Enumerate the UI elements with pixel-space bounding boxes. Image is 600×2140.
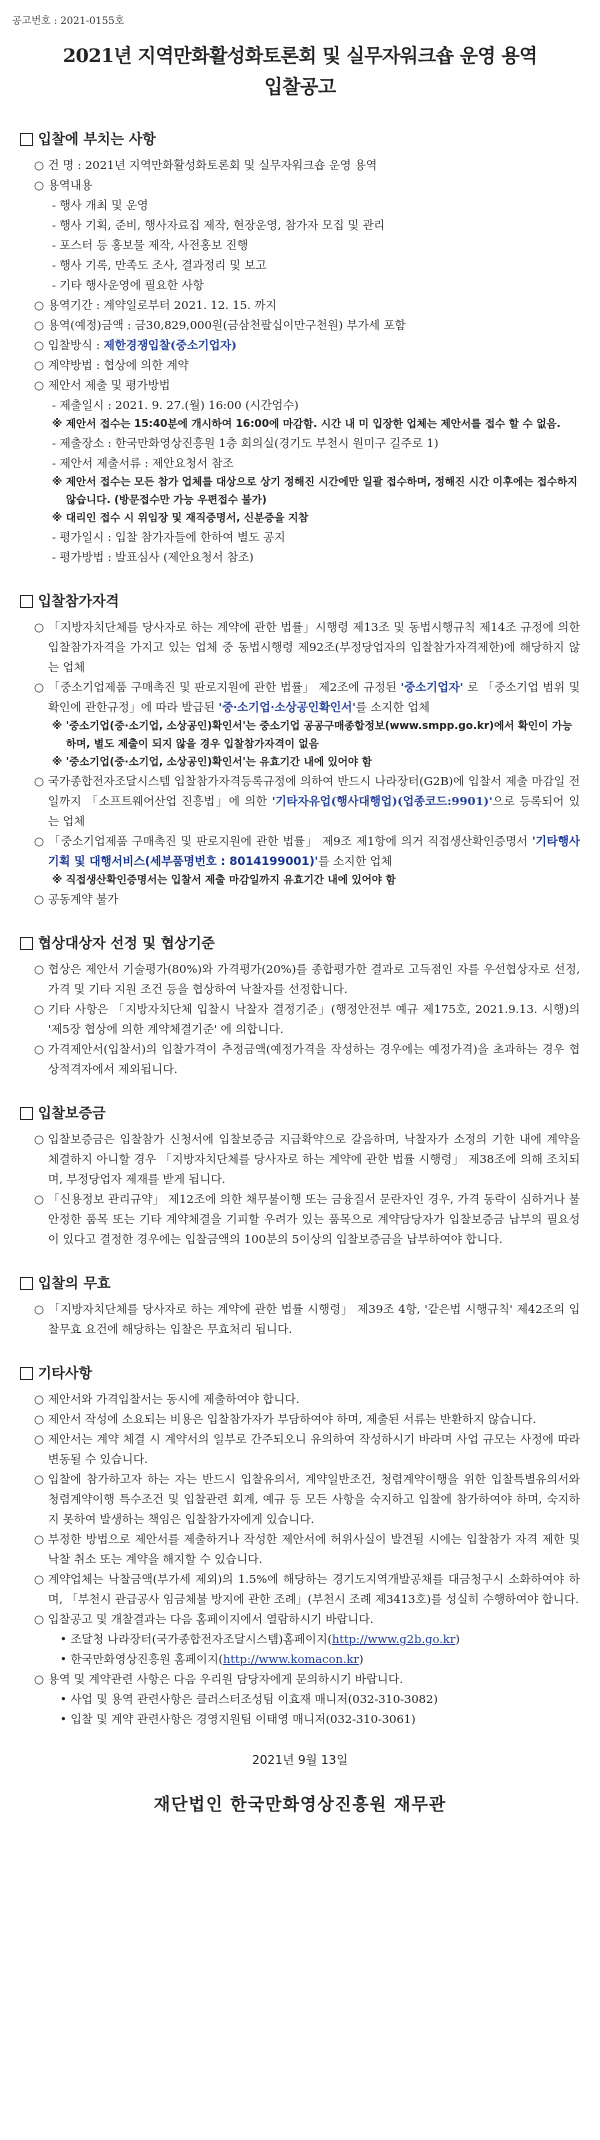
- qualification-item: ○ 「중소기업제품 구매촉진 및 판로지원에 관한 법률」 제9조 제1항에 의거 직접생산확인증명서 '기타행사기획 및 대행서비스(세부품명번호 : 8014199001)'를 소지한 업체: [34, 834, 580, 868]
- eval-method: - 평가방법 : 발표심사 (제안요청서 참조): [52, 550, 254, 564]
- komacon-link[interactable]: http://www.komacon.kr: [223, 1652, 360, 1666]
- content-item: - 포스터 등 홍보물 제작, 사전홍보 진행: [52, 238, 249, 252]
- link-item-komacon: • 한국만화영상진흥원 홈페이지(http://www.komacon.kr): [60, 1652, 364, 1666]
- title-line-1: 2021년 지역만화활성화토론회 및 실무자워크숍 운영 용역: [62, 45, 538, 67]
- notice-number: 공고번호 : 2021-0155호: [12, 16, 125, 27]
- submit-note: ※ 제안서 접수는 15:40분에 개시하여 16:00에 마감함. 시간 내 미 입장한 업체는 제안서를 접수 할 수 없음.: [52, 418, 561, 430]
- section-heading-negotiation: 협상대상자 선정 및 협상기준: [20, 933, 580, 953]
- section-heading-invalid-bid: 입찰의 무효: [20, 1273, 580, 1293]
- other-item: ○ 계약업체는 낙찰금액(부가세 제외)의 1.5%에 해당하는 경기도지역개발공채를 대금청구시 소화하여야 하며, 「부천시 관급공사 임금체불 방지에 관한 조례」(부천시 조례 제3413호)를 성실히 수행하여야 합니다.: [34, 1572, 580, 1606]
- qualification-note: ※ 직접생산확인증명서는 입찰서 제출 마감일까지 유효기간 내에 있어야 함: [52, 874, 396, 886]
- submit-place: - 제출장소 : 한국만화영상진흥원 1층 회의실(경기도 부천시 원미구 길주로 1): [52, 436, 439, 450]
- item-name: ○ 건 명 : 2021년 지역만화활성화토론회 및 실무자워크숍 운영 용역: [34, 158, 378, 172]
- content-item: - 기타 행사운영에 필요한 사항: [52, 278, 204, 292]
- document-title: [20, 41, 580, 103]
- bid-bond-item: ○ 「신용정보 관리규약」 제12조에 의한 채무불이행 또는 금융질서 문란자인 경우, 가격 동락이 심하거나 불안정한 품목 또는 기타 계약체결을 기피할 우려가 있는 품목으로 계약담당자가 입찰보증금 납부의 필요성이 있다고 결정한 경우에는 입찰금액의 100분의 5이상의 입찰보증금을 납부하여야 합니다.: [34, 1192, 580, 1246]
- title-line-2: 입찰공고: [264, 76, 336, 98]
- checkbox-square-icon: [20, 595, 33, 608]
- negotiation-item: ○ 협상은 제안서 기술평가(80%)와 가격평가(20%)를 종합평가한 결과로 고득점인 자를 우선협상자로 선정, 가격 및 기타 지원 조건 등을 협상하여 낙찰자를 선정합니다.: [34, 962, 580, 996]
- bid-bond-item: ○ 입찰보증금은 입찰참가 신청서에 입찰보증금 지급확약으로 갈음하며, 낙찰자가 소정의 기한 내에 계약을 체결하지 아니할 경우 「지방자치단체를 당사자로 하는 계약에 관한 법률 시행령」 제38조에 의해 조치되며, 부정당업자 제재를 받게 됩니다.: [34, 1132, 580, 1186]
- item-period: ○ 용역기간 : 계약일로부터 2021. 12. 15. 까지: [34, 298, 277, 312]
- qualification-item: ○ 「지방자치단체를 당사자로 하는 계약에 관한 법률」시행령 제13조 및 동법시행규칙 제14조 규정에 의한 입찰참가자격을 가지고 있는 업체 중 동법시행령 제92조(부정당업자의 입찰참가자격제한)에 해당하지 않는 업체: [34, 620, 580, 674]
- submit-time: - 제출일시 : 2021. 9. 27.(월) 16:00 (시간엄수): [52, 398, 299, 412]
- other-item: ○ 제안서와 가격입찰서는 동시에 제출하여야 합니다.: [34, 1392, 300, 1406]
- other-item: ○ 입찰공고 및 개찰결과는 다음 홈페이지에서 열람하시기 바랍니다.: [34, 1612, 374, 1626]
- link-item-g2b: • 조달청 나라장터(국가종합전자조달시스템)홈페이지(http://www.g2b.go.kr): [60, 1632, 460, 1646]
- submit-note-2: ※ 제안서 접수는 모든 참가 업체를 대상으로 상기 정해진 시간에만 일괄 접수하며, 정해진 시간 이후에는 접수하지 않습니다. (방문접수만 가능 우편접수 불가): [52, 476, 578, 506]
- eval-time: - 평가일시 : 입찰 참가자들에 한하여 별도 공지: [52, 530, 286, 544]
- other-item: ○ 제안서는 계약 체결 시 계약서의 일부로 간주되오니 유의하여 작성하시기 바라며 사업 규모는 사정에 따라 변동될 수 있습니다.: [34, 1432, 580, 1466]
- qualification-item: ○ 국가종합전자조달시스템 입찰참가자격등록규정에 의하여 반드시 나라장터(G2B)에 입찰서 제출 마감일 전일까지 「소프트웨어산업 진흥법」에 의한 '기타자유업(행사대행업)(업종코드:9901)'으로 등록되어 있는 업체: [34, 774, 580, 828]
- checkbox-square-icon: [20, 133, 33, 146]
- qualification-note: ※ '중소기업(중·소기업, 소상공인)확인서'는 유효기간 내에 있어야 함: [52, 756, 372, 768]
- section-heading-other: 기타사항: [20, 1363, 580, 1383]
- item-proposal: ○ 제안서 제출 및 평가방법: [34, 378, 171, 392]
- content-item: - 행사 기획, 준비, 행사자료집 제작, 현장운영, 참가자 모집 및 관리: [52, 218, 385, 232]
- content-item: - 행사 개최 및 운영: [52, 198, 149, 212]
- checkbox-square-icon: [20, 1277, 33, 1290]
- negotiation-item: ○ 가격제안서(입찰서)의 입찰가격이 추정금액(예정가격을 작성하는 경우에는 예정가격)을 초과하는 경우 협상적격자에서 제외됩니다.: [34, 1042, 580, 1076]
- g2b-link[interactable]: http://www.g2b.go.kr: [331, 1632, 456, 1646]
- checkbox-square-icon: [20, 937, 33, 950]
- invalid-bid-item: ○ 「지방자치단체를 당사자로 하는 계약에 관한 법률 시행령」 제39조 4항, '같은법 시행규칙' 제42조의 입찰무효 요건에 해당하는 입찰은 무효처리 됩니다.: [34, 1302, 580, 1336]
- item-content-label: ○ 용역내용: [34, 178, 93, 192]
- contact-item: • 사업 및 용역 관련사항은 클러스터조성팀 이효재 매니저(032-310-3082): [60, 1692, 438, 1706]
- bid-notice-document: [12, 0, 580, 1815]
- qualification-note: ※ '중소기업(중·소기업, 소상공인)확인서'는 중소기업 공공구매종합정보(www.smpp.go.kr)에서 확인이 가능하며, 별도 제출이 되지 않을 경우 입찰참가자격이 없음: [52, 720, 573, 750]
- submit-note-3: ※ 대리인 접수 시 위임장 및 재직증명서, 신분증을 지참: [52, 512, 309, 524]
- content-item: - 행사 기록, 만족도 조사, 결과정리 및 보고: [52, 258, 267, 272]
- item-budget: ○ 용역(예정)금액 : 금30,829,000원(금삼천팔십이만구천원) 부가세 포함: [34, 318, 406, 332]
- other-item: ○ 입찰에 참가하고자 하는 자는 반드시 입찰유의서, 계약일반조건, 청렴계약이행을 위한 입찰특별유의서와 청렴계약이행 특수조건 및 입찰관련 회계, 예규 등 모든 사항을 숙지하고 입찰에 참가하여야 하며, 숙지하지 못하여 발생하는 책임은 입찰참가자에게 있습니다.: [34, 1472, 580, 1526]
- other-item: ○ 용역 및 계약관련 사항은 다음 우리원 담당자에게 문의하시기 바랍니다.: [34, 1672, 404, 1686]
- item-method: ○ 입찰방식 : 제한경쟁입찰(중소기업자): [34, 338, 237, 352]
- checkbox-square-icon: [20, 1107, 33, 1120]
- submit-docs: - 제안서 제출서류 : 제안요청서 참조: [52, 456, 234, 470]
- section-heading-bidding-items: 입찰에 부치는 사항: [20, 129, 580, 149]
- issuer-signature: 재단법인 한국만화영상진흥원 재무관: [153, 1795, 447, 1815]
- section-heading-bid-bond: 입찰보증금: [20, 1103, 580, 1123]
- section-heading-qualification: 입찰참가자격: [20, 591, 580, 611]
- qualification-item: ○ 공동계약 불가: [34, 892, 119, 906]
- other-item: ○ 제안서 작성에 소요되는 비용은 입찰참가자가 부담하여야 하며, 제출된 서류는 반환하지 않습니다.: [34, 1412, 537, 1426]
- contact-item: • 입찰 및 계약 관련사항은 경영지원팀 이태영 매니저(032-310-3061): [60, 1712, 416, 1726]
- negotiation-item: ○ 기타 사항은 「지방자치단체 입찰시 낙찰자 결정기준」(행정안전부 예규 제175호, 2021.9.13. 시행)의 '제5장 협상에 의한 계약체결기준' 에 의합니다.: [34, 1002, 580, 1036]
- item-contract: ○ 계약방법 : 협상에 의한 계약: [34, 358, 189, 372]
- notice-date: 2021년 9월 13일: [252, 1753, 348, 1767]
- other-item: ○ 부정한 방법으로 제안서를 제출하거나 작성한 제안서에 허위사실이 발견될 시에는 입찰참가 자격 제한 및 낙찰 취소 또는 계약을 해지할 수 있습니다.: [34, 1532, 580, 1566]
- checkbox-square-icon: [20, 1367, 33, 1380]
- qualification-item: ○ 「중소기업제품 구매촉진 및 판로지원에 관한 법률」 제2조에 규정된 '중소기업자' 로 「중소기업 범위 및 확인에 관한규정」에 따라 발급된 '중·소기업·소상공인확인서'를 소지한 업체: [34, 680, 580, 714]
